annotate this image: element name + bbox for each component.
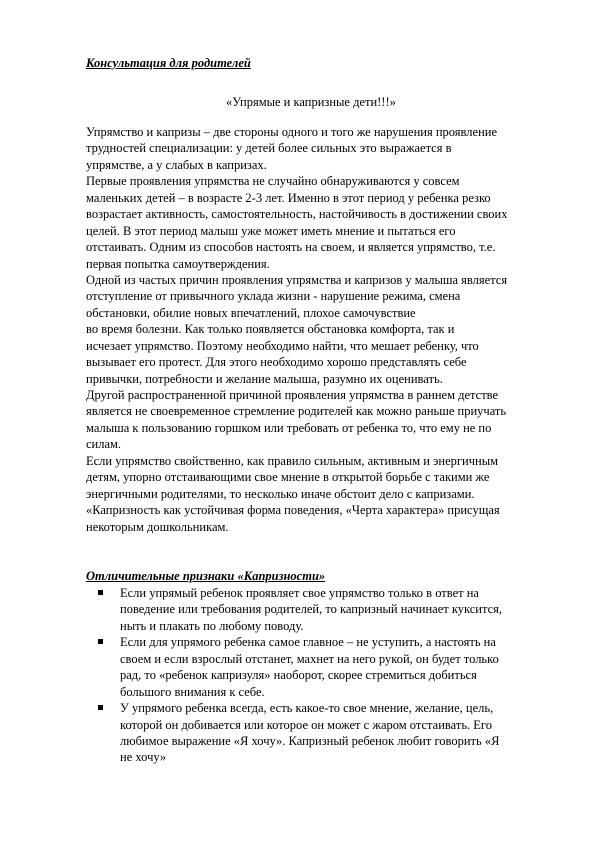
text-line: отстаивать. Одним из способов настоять на своем, и является упрямство, т.е. [86,240,496,255]
list-item-line: У упрямого ребенка всегда, есть какое-то свое мнение, желание, цель, [120,701,494,716]
list-item [96,700,566,766]
text-line: Первые проявления упрямства не случайно обнаруживаются у совсем [86,174,460,189]
bullet-list [96,585,566,766]
text-line: вызывает его протест. Для этого необходимо хорошо представлять себе [86,355,467,370]
text-line: маленьких детей – в возрасте 2-3 лет. Именно в этот период у ребенка резко [86,190,491,205]
list-item-line: своем и если взрослый отстанет, махнет на него рукой, он будет только [120,651,499,666]
list-item-line: которой он добивается или которое он может с жаром отстаивать. Его [120,717,492,732]
text-line: целей. В этот период малыш уже может иметь мнение и пытаться его [86,223,456,238]
text-line: возрастает активность, самостоятельность, настойчивость в достижении своих [86,207,508,222]
text-line: трудностей специализации: у детей более сильных это выражается в [86,141,452,156]
text-line: во время болезни. Как только появляется обстановка комфорта, так и [86,322,455,337]
text-line: энергичными родителями, то несколько иначе обстоит дело с капризами. [86,486,475,501]
list-item-line: рад, то «ребенок капризуля» наоборот, скорее стремиться добиться [120,668,477,683]
list-item-line: любимое выражение «Я хочу». Капризный ребенок любит говорить «Я [120,733,500,748]
main-text [86,124,556,535]
text-line: детям, упорно отстаивающими свое мнение в открытой борьбе с такими же [86,470,490,485]
list-item [96,585,566,634]
text-line: первая попытка самоутверждения. [86,256,270,271]
text-line: Если упрямство свойственно, как правило сильным, активным и энергичным [86,453,499,468]
text-line: Одной из частых причин проявления упрямства и капризов у малыша является [86,272,508,287]
bullet-icon [98,639,103,644]
document-title: «Упрямые и капризные дети!!!» [226,95,396,109]
list-item-line: не хочу» [120,750,167,765]
list-item-line: поведение или требования родителей, то капризный начинает куксится, [120,602,503,617]
list-item-line: Если упрямый ребенок проявляет свое упрямство только в ответ на [120,586,479,600]
text-line: исчезает упрямство. Поэтому необходимо найти, что мешает ребенку, что [86,338,479,353]
list-item-line: большого внимания к себе. [120,684,265,699]
text-line: отступление от привычного уклада жизни - нарушение режима, смена [86,289,461,304]
text-line: Другой распространенной причиной проявления упрямства в раннем детстве [86,388,499,402]
text-line: «Капризность как устойчивая форма поведения, «Черта характера» присущая [86,503,500,518]
text-line: упрямстве, а у слабых в капризах. [86,157,267,172]
list-item-line: Если для упрямого ребенка самое главное – не уступить, а настоять на [120,635,496,650]
bullet-icon [98,705,103,710]
text-line: Упрямство и капризы – две стороны одного и того же нарушения проявление [86,125,497,139]
section-heading: Отличительные признаки «Капризности» [86,569,326,583]
document-header: Консультация для родителей [86,56,251,70]
list-item [96,634,566,700]
text-line: силам. [86,437,122,452]
text-line: обстановки, обилие новых впечатлений, плохое самочувствие [86,305,416,320]
text-line: некоторым дошкольникам. [86,519,229,534]
text-line: является не своевременное стремление родителей как можно раньше приучать [86,404,507,419]
bullet-icon [98,590,103,595]
text-line: привычки, потребности и желание малыша, разумно их оценивать. [86,371,443,386]
list-item-line: ныть и плакать по любому поводу. [120,618,304,633]
text-line: малыша к пользованию горшком или требовать от ребенка то, что ему не по [86,420,492,435]
